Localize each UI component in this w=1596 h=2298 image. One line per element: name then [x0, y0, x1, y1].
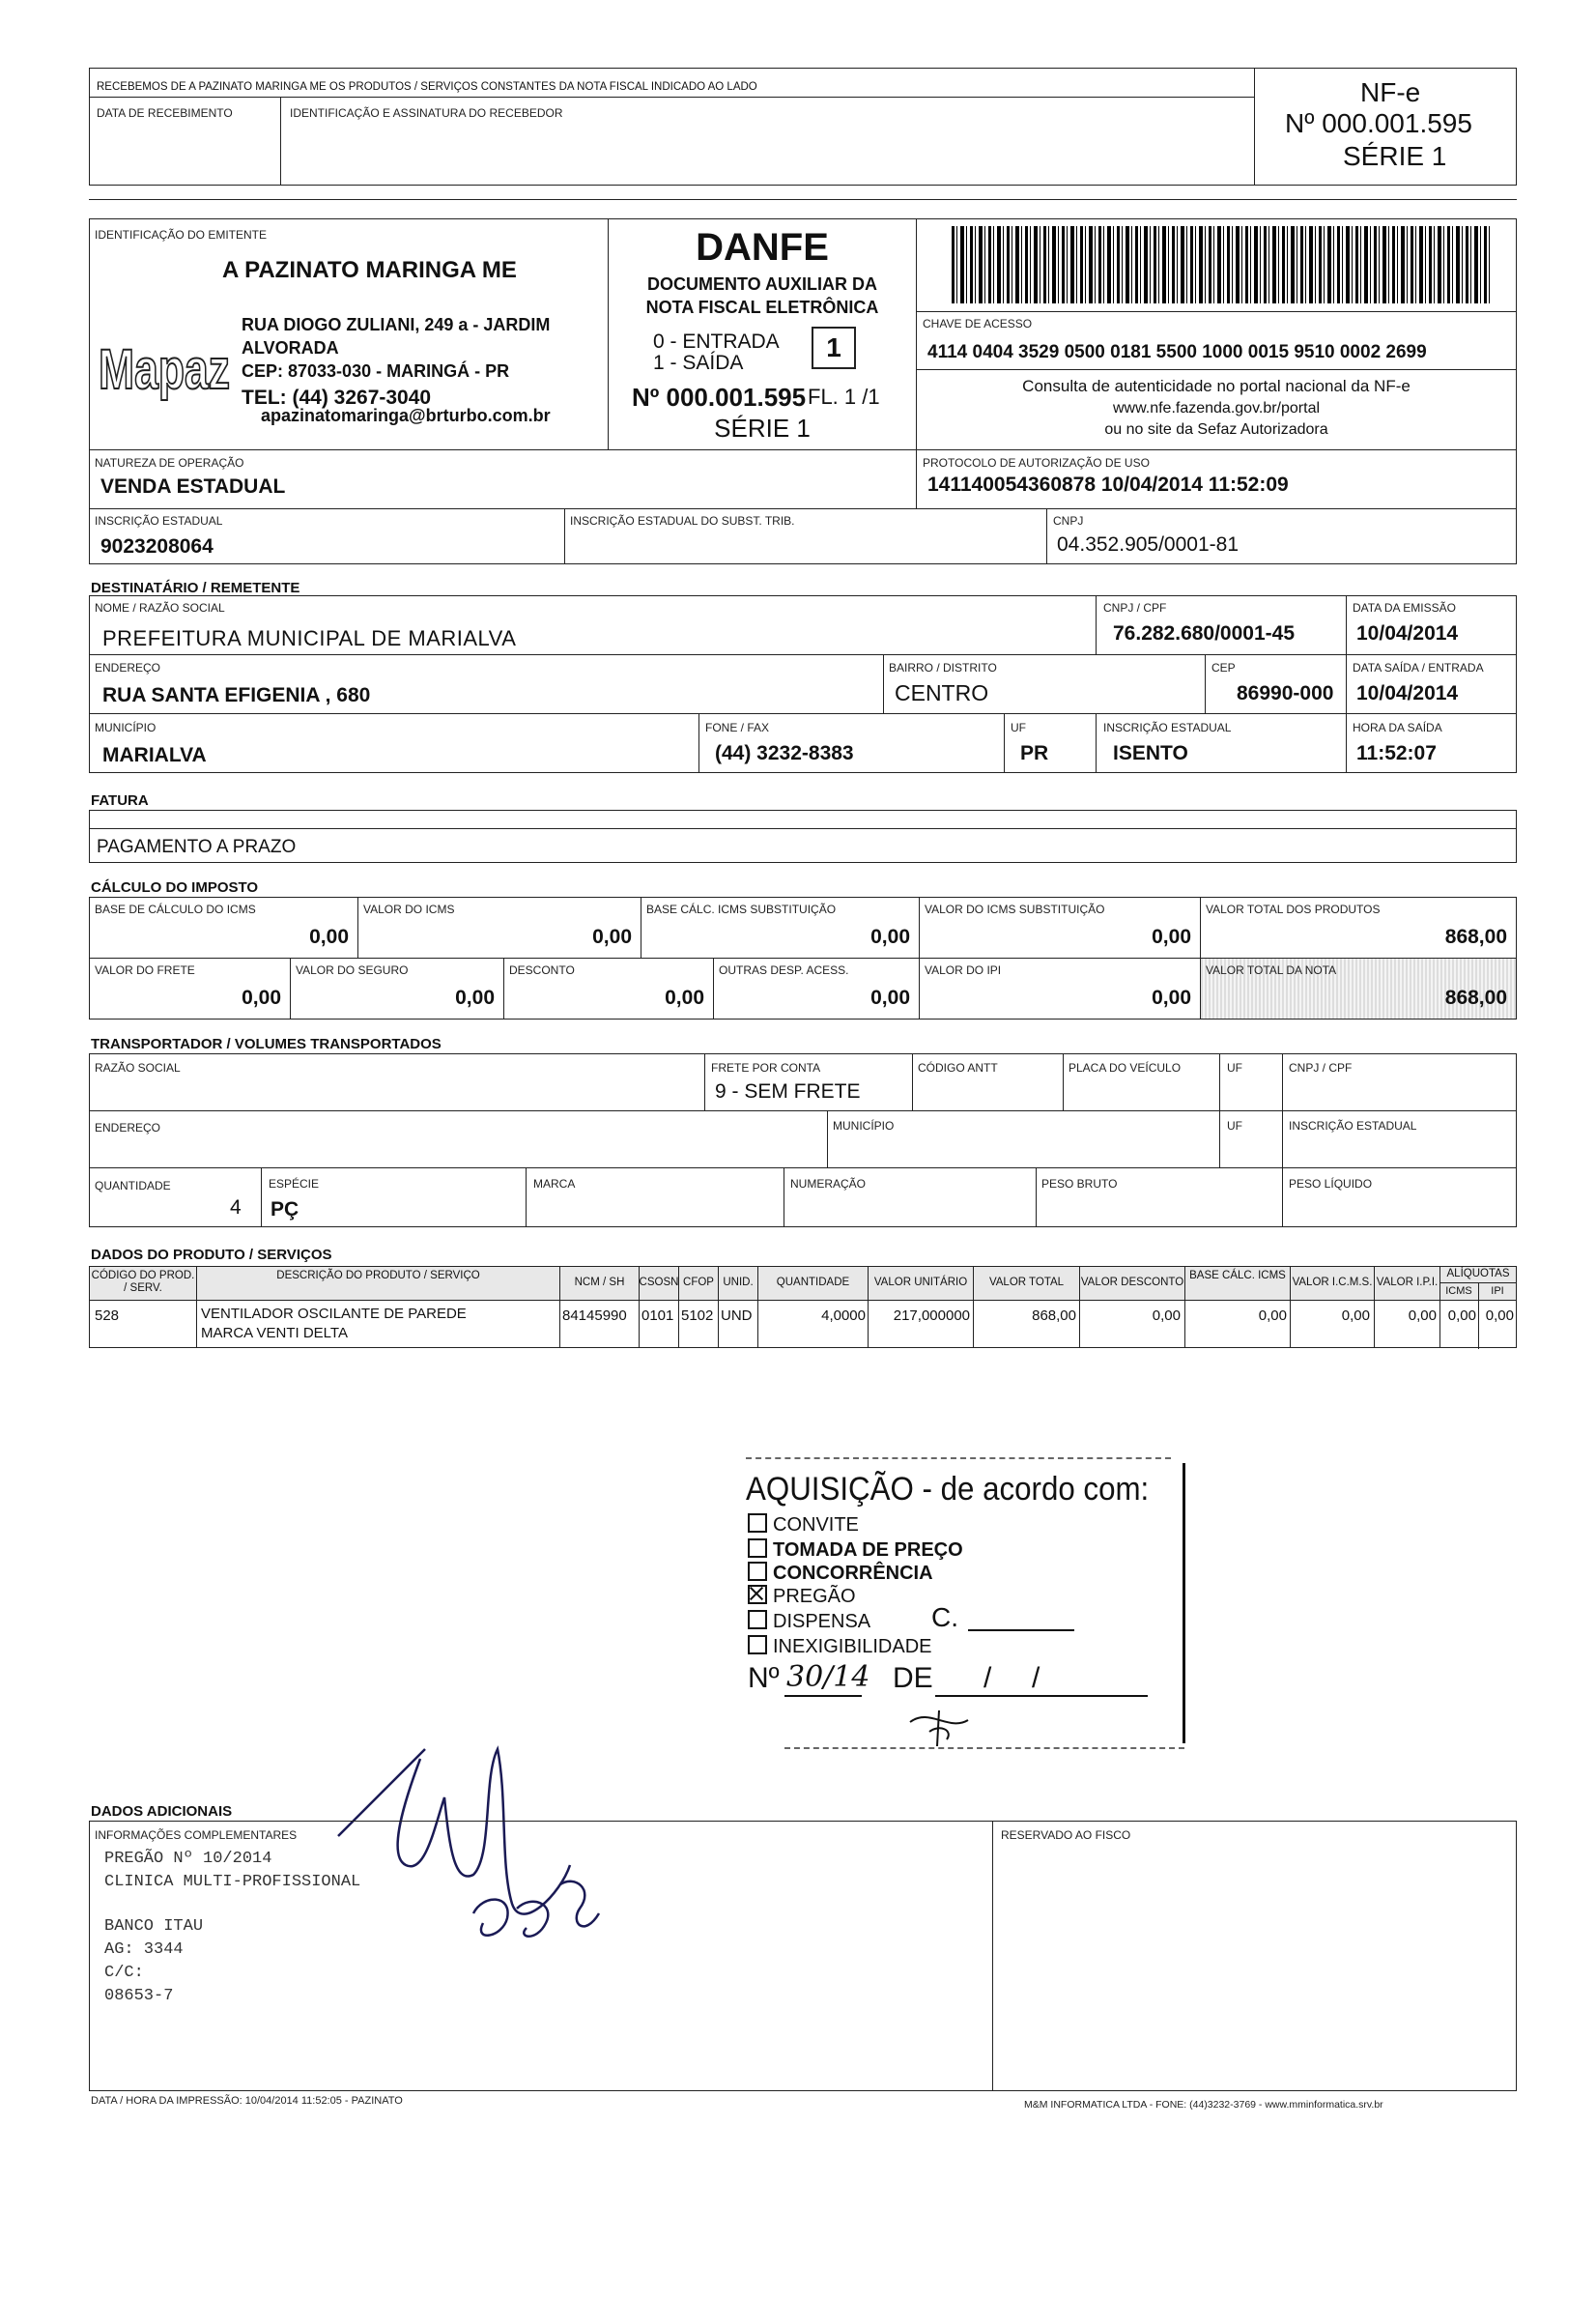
stamp-border-bottom [784, 1747, 1184, 1749]
chave-hline-2 [916, 369, 1517, 370]
emitente-section-label: IDENTIFICAÇÃO DO EMITENTE [95, 228, 268, 242]
emitente-email: apazinatomaringa@brturbo.com.br [261, 406, 551, 425]
stamp-numero-label: Nº [748, 1662, 780, 1694]
danfe-numero: Nº 000.001.595 [632, 383, 807, 412]
imposto-r2-value-3: 0,00 [665, 987, 704, 1009]
dest-nome: PREFEITURA MUNICIPAL DE MARIALVA [102, 626, 517, 650]
stamp-checkbox-convite [748, 1513, 767, 1533]
canhoto-cut-line [89, 199, 1517, 200]
prod-aliq-ipi: 0,00 [1485, 1307, 1514, 1324]
transp-especie-label: ESPÉCIE [269, 1177, 320, 1191]
prod-icms: 0,00 [1341, 1307, 1370, 1324]
canhoto-assinatura-label: IDENTIFICAÇÃO E ASSINATURA DO RECEBEDOR [290, 106, 563, 120]
transp-liquido-label: PESO LÍQUIDO [1289, 1177, 1373, 1191]
cnpj-emit-label: CNPJ [1053, 514, 1084, 528]
transp-qtd-label: QUANTIDADE [95, 1179, 171, 1192]
stamp-de-label: DE [893, 1662, 933, 1694]
imposto-r2-label-2: VALOR DO SEGURO [296, 963, 409, 977]
prod-ncm: 84145990 [562, 1307, 627, 1324]
stamp-numero-line [784, 1695, 862, 1697]
dest-saida: 10/04/2014 [1356, 682, 1459, 704]
prod-header-2: DESCRIÇÃO DO PRODUTO / SERVIÇO [276, 1270, 480, 1281]
dest-cep: 86990-000 [1237, 682, 1334, 704]
prod-header-4: CSOSN [639, 1277, 679, 1288]
stamp-c-label: C. [931, 1602, 958, 1632]
stamp-checkbox-concorrencia [748, 1562, 767, 1581]
dest-fone-label: FONE / FAX [705, 721, 770, 734]
imposto-r1-value-4: 0,00 [1152, 926, 1191, 948]
prod-aliq-sub-2: IPI [1491, 1285, 1504, 1297]
emitente-nome: A PAZINATO MARINGA ME [222, 257, 517, 283]
prod-ipi: 0,00 [1408, 1307, 1437, 1324]
ie-label: INSCRIÇÃO ESTADUAL [95, 514, 223, 528]
natureza-value: VENDA ESTADUAL [100, 475, 286, 498]
stamp-checkbox-pregao [748, 1585, 767, 1604]
footer-left: DATA / HORA DA IMPRESSÃO: 10/04/2014 11:52:05 - PAZINATO [91, 2095, 403, 2107]
prod-header-10: VALOR DESCONTO [1080, 1277, 1184, 1288]
emitente-logo [97, 319, 232, 416]
chave-hline-1 [916, 311, 1517, 312]
imposto-r2-value-1: 0,00 [242, 987, 281, 1009]
transp-uf-label: UF [1227, 1061, 1242, 1075]
transportador-section: TRANSPORTADOR / VOLUMES TRANSPORTADOS [91, 1036, 442, 1052]
imposto-r1-value-3: 0,00 [870, 926, 910, 948]
imposto-r1-value-5: 868,00 [1444, 926, 1507, 948]
stamp-item-convite: CONVITE [748, 1513, 859, 1537]
dest-ie-label: INSCRIÇÃO ESTADUAL [1103, 721, 1232, 734]
prod-csosn: 0101 [641, 1307, 674, 1324]
imposto-r1-label-1: BASE DE CÁLCULO DO ICMS [95, 903, 256, 916]
emitente-cep: CEP: 87033-030 - MARINGÁ - PR [242, 361, 510, 381]
imposto-r2-label-5: VALOR DO IPI [925, 963, 1002, 977]
canhoto-serie: SÉRIE 1 [1343, 141, 1447, 171]
dest-nome-label: NOME / RAZÃO SOCIAL [95, 601, 225, 615]
ie-value: 9023208064 [100, 535, 214, 558]
prod-total: 868,00 [1032, 1307, 1076, 1324]
canhoto-vline-1 [280, 97, 281, 186]
transp-endereco-cell [89, 1110, 828, 1168]
fatura-strip [89, 810, 1517, 829]
prod-unitario: 217,000000 [893, 1307, 970, 1324]
dest-endereco: RUA SANTA EFIGENIA , 680 [102, 684, 371, 706]
prod-aliq-icms: 0,00 [1447, 1307, 1476, 1324]
transp-cnpj-label: CNPJ / CPF [1289, 1061, 1353, 1075]
prod-aliq-sub-1: ICMS [1445, 1285, 1472, 1297]
transp-uf2-label: UF [1227, 1119, 1242, 1133]
chave-label: CHAVE DE ACESSO [923, 317, 1033, 330]
prod-quantidade: 4,0000 [821, 1307, 866, 1324]
dest-ie: ISENTO [1113, 742, 1188, 764]
dest-municipio: MARIALVA [102, 744, 207, 766]
produtos-section: DADOS DO PRODUTO / SERVIÇOS [91, 1247, 332, 1263]
stamp-numero: 30/14 [786, 1660, 870, 1694]
stamp-signature [900, 1703, 978, 1751]
dest-emissao: 10/04/2014 [1356, 622, 1459, 645]
prod-descricao1: VENTILADOR OSCILANTE DE PAREDE [201, 1306, 467, 1322]
protocolo-label: PROTOCOLO DE AUTORIZAÇÃO DE USO [923, 456, 1150, 470]
prod-cfop: 5102 [681, 1307, 714, 1324]
adicionais-fisco-cell [992, 1821, 1517, 2091]
protocolo-value: 141140054360878 10/04/2014 11:52:09 [927, 474, 1289, 496]
prod-header-11: BASE CÁLC. ICMS [1189, 1270, 1286, 1281]
cnpj-emit-value: 04.352.905/0001-81 [1057, 533, 1240, 556]
adicionais-line-6: C/C: [104, 1964, 144, 1982]
transp-endereco-label: ENDEREÇO [95, 1121, 161, 1135]
imposto-r1-label-2: VALOR DO ICMS [363, 903, 455, 916]
transp-marca-label: MARCA [533, 1177, 576, 1191]
danfe-sub1: DOCUMENTO AUXILIAR DA [647, 274, 877, 294]
danfe-sub2: NOTA FISCAL ELETRÔNICA [645, 298, 879, 317]
canhoto-data-label: DATA DE RECEBIMENTO [97, 106, 233, 120]
adicionais-info-label: INFORMAÇÕES COMPLEMENTARES [95, 1828, 298, 1842]
transp-antt-label: CÓDIGO ANTT [918, 1061, 998, 1075]
canhoto-hline [89, 97, 1255, 98]
emitente-endereco1: RUA DIOGO ZULIANI, 249 a - JARDIM [242, 315, 551, 334]
imposto-r1-value-2: 0,00 [592, 926, 632, 948]
chave-consulta1: Consulta de autenticidade no portal nacional da NF-e [1022, 377, 1411, 395]
imposto-r1-value-1: 0,00 [309, 926, 349, 948]
dest-emissao-label: DATA DA EMISSÃO [1353, 601, 1456, 615]
imposto-r2-value-4: 0,00 [870, 987, 910, 1009]
prod-header-14: ALÍQUOTAS [1446, 1268, 1510, 1279]
stamp-item-dispensa: DISPENSA [748, 1610, 870, 1633]
dest-cnpj: 76.282.680/0001-45 [1113, 622, 1296, 645]
imposto-section: CÁLCULO DO IMPOSTO [91, 879, 259, 896]
dest-cnpj-label: CNPJ / CPF [1103, 601, 1167, 615]
stamp-date-slashes: / / [983, 1662, 1040, 1694]
adicionais-line-5: AG: 3344 [104, 1940, 184, 1959]
dest-endereco-label: ENDEREÇO [95, 661, 161, 675]
prod-header-7: QUANTIDADE [776, 1277, 850, 1288]
dest-fone: (44) 3232-8383 [715, 742, 854, 764]
destinatario-section: DESTINATÁRIO / REMETENTE [91, 580, 300, 596]
imposto-r1-label-3: BASE CÁLC. ICMS SUBSTITUIÇÃO [646, 903, 837, 916]
stamp-title: AQUISIÇÃO - de acordo com: [746, 1471, 1150, 1508]
dest-municipio-label: MUNICÍPIO [95, 721, 157, 734]
danfe-serie: SÉRIE 1 [714, 414, 811, 443]
prod-desconto: 0,00 [1152, 1307, 1181, 1324]
chave-value: 4114 0404 3529 0500 0181 5500 1000 0015 9510 0002 2699 [927, 342, 1427, 362]
canhoto-nfe: NF-e [1360, 77, 1421, 107]
prod-header-9: VALOR TOTAL [988, 1277, 1065, 1288]
stamp-c-line [968, 1629, 1074, 1631]
transp-frete-label: FRETE POR CONTA [711, 1061, 821, 1075]
svg-text:Mapaz: Mapaz [99, 338, 230, 401]
imposto-r2-label-3: DESCONTO [509, 963, 575, 977]
prod-header-8: VALOR UNITÁRIO [873, 1277, 968, 1288]
prod-descricao2: MARCA VENTI DELTA [201, 1325, 348, 1341]
stamp-date-line [935, 1695, 1148, 1697]
prod-header-6: UNID. [723, 1277, 754, 1288]
adicionais-line-4: BANCO ITAU [104, 1917, 204, 1936]
stamp-border-right [1183, 1463, 1185, 1743]
transp-razao-cell [89, 1053, 705, 1111]
aquisicao-stamp [727, 1457, 1186, 1757]
chave-consulta3: ou no site da Sefaz Autorizadora [1104, 421, 1328, 438]
transp-especie: PÇ [271, 1198, 299, 1221]
adicionais-line-1: PREGÃO Nº 10/2014 [104, 1850, 272, 1868]
imposto-r2-label-4: OUTRAS DESP. ACESS. [719, 963, 849, 977]
adicionais-fisco-label: RESERVADO AO FISCO [1001, 1828, 1131, 1842]
stamp-border-top [746, 1457, 1171, 1459]
stamp-item-inexigibilidade: INEXIGIBILIDADE [748, 1635, 932, 1658]
imposto-r2-value-5: 0,00 [1152, 987, 1191, 1009]
fatura-section: FATURA [91, 792, 149, 809]
imposto-r2-value-6: 868,00 [1444, 987, 1507, 1009]
dest-cep-label: CEP [1211, 661, 1236, 675]
dest-bairro-label: BAIRRO / DISTRITO [889, 661, 997, 675]
stamp-checkbox-tomada [748, 1538, 767, 1558]
barcode-image [952, 226, 1493, 303]
prod-header-3: NCM / SH [574, 1277, 625, 1288]
stamp-item-tomada: TOMADA DE PREÇO [748, 1538, 963, 1562]
danfe-saida: 1 - SAÍDA [653, 352, 744, 374]
adicionais-section: DADOS ADICIONAIS [91, 1803, 233, 1820]
chave-consulta2: www.nfe.fazenda.gov.br/portal [1112, 400, 1321, 417]
canhoto-vline-2 [1254, 68, 1255, 186]
imposto-r1-label-5: VALOR TOTAL DOS PRODUTOS [1206, 903, 1381, 916]
transp-municipio-label: MUNICÍPIO [833, 1119, 895, 1133]
prod-codigo: 528 [95, 1307, 120, 1324]
transp-razao-label: RAZÃO SOCIAL [95, 1061, 181, 1075]
dest-hora: 11:52:07 [1356, 742, 1437, 764]
prod-header-5: CFOP [683, 1277, 714, 1288]
adicionais-line-2: CLINICA MULTI-PROFISSIONAL [104, 1873, 361, 1891]
imposto-r2-label-1: VALOR DO FRETE [95, 963, 195, 977]
prod-header-1: CÓDIGO DO PROD. / SERV. [91, 1270, 195, 1294]
stamp-checkbox-dispensa [748, 1610, 767, 1629]
imposto-r2-label-6: VALOR TOTAL DA NOTA [1206, 963, 1337, 977]
transp-bruto-label: PESO BRUTO [1041, 1177, 1118, 1191]
danfe-folha: FL. 1 /1 [808, 385, 880, 409]
dest-uf-label: UF [1011, 721, 1026, 734]
transp-numeracao-label: NUMERAÇÃO [790, 1177, 867, 1191]
transp-qtd: 4 [230, 1196, 242, 1219]
prod-base: 0,00 [1258, 1307, 1287, 1324]
ie-st-label: INSCRIÇÃO ESTADUAL DO SUBST. TRIB. [570, 514, 795, 528]
canhoto-recebemos: RECEBEMOS DE A PAZINATO MARINGA ME OS PRODUTOS / SERVIÇOS CONSTANTES DA NOTA FISCAL INDICADO AO LADO [97, 81, 757, 93]
emitente-tel: TEL: (44) 3267-3040 [242, 387, 432, 409]
dest-hora-label: HORA DA SAÍDA [1353, 721, 1442, 734]
stamp-item-concorrencia: CONCORRÊNCIA [748, 1562, 933, 1585]
adicionais-line-7: 08653-7 [104, 1987, 174, 2005]
imposto-r2-value-2: 0,00 [455, 987, 495, 1009]
dest-uf: PR [1020, 742, 1049, 764]
fatura-cell [89, 828, 1517, 863]
stamp-checkbox-inexigibilidade [748, 1635, 767, 1654]
footer-right: M&M INFORMATICA LTDA - FONE: (44)3232-3769 - www.mminformatica.srv.br [1024, 2099, 1383, 2111]
danfe-title: DANFE [696, 226, 829, 269]
dest-saida-label: DATA SAÍDA / ENTRADA [1353, 661, 1484, 675]
danfe-tipo-box: 1 [812, 327, 856, 369]
imposto-r1-label-4: VALOR DO ICMS SUBSTITUIÇÃO [925, 903, 1105, 916]
transp-placa-label: PLACA DO VEÍCULO [1069, 1061, 1182, 1075]
dest-bairro: CENTRO [895, 680, 989, 705]
transp-ie-label: INSCRIÇÃO ESTADUAL [1289, 1119, 1417, 1133]
canhoto-numero: Nº 000.001.595 [1285, 108, 1472, 138]
natureza-label: NATUREZA DE OPERAÇÃO [95, 456, 244, 470]
stamp-item-pregao: PREGÃO [748, 1585, 856, 1608]
danfe-entrada: 0 - ENTRADA [653, 330, 780, 353]
transp-frete: 9 - SEM FRETE [715, 1080, 861, 1103]
fatura-value: PAGAMENTO A PRAZO [97, 837, 297, 857]
emitente-endereco2: ALVORADA [242, 338, 339, 358]
prod-header-13: VALOR I.P.I. [1376, 1277, 1439, 1288]
prod-header-12: VALOR I.C.M.S. [1292, 1277, 1373, 1288]
prod-unid: UND [721, 1307, 753, 1324]
